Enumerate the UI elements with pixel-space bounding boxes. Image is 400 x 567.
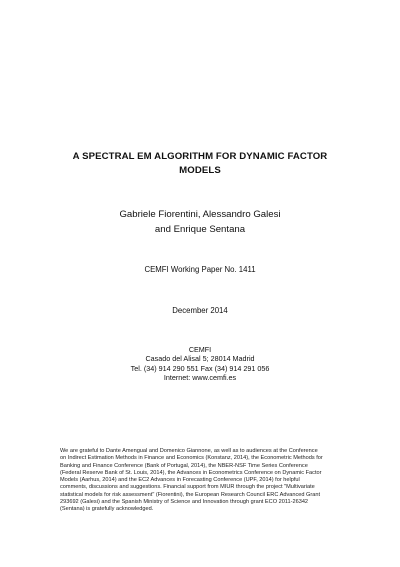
institution-internet: Internet: www.cemfi.es <box>163 373 237 383</box>
footnote-line: comments, discussions and suggestions. Financial support from MIUR through the project "Multivariate <box>60 484 315 491</box>
working-paper-number: CEMFI Working Paper No. 1411 <box>144 265 256 274</box>
institution-street: Casado del Alisal 5; 28014 Madrid <box>145 354 255 364</box>
acknowledgement-footnote <box>60 448 345 514</box>
footnote-line: 293692 (Galesi) and the Spanish Ministry of Science and Innovation through grant ECO 2011-26342 <box>60 499 309 506</box>
footnote-line: Models (Aarhus, 2014) and the EC2 Advances in Forecasting Conference (UPF, 2014) for helpful <box>60 477 300 484</box>
footnote-line: statistical models for risk assessment" (Fiorentini), the European Research Council ERC Advanced Grant <box>60 491 321 498</box>
footnote-line: We are grateful to Dante Amengual and Domenico Giannone, as well as to audiences at the Conference <box>60 448 318 454</box>
institution-phone: Tel. (34) 914 290 551 Fax (34) 914 291 056 <box>130 363 270 373</box>
paper-title-line-2: MODELS <box>179 165 221 176</box>
publication-date: December 2014 <box>172 306 228 315</box>
paper-title-line-1: A SPECTRAL EM ALGORITHM FOR DYNAMIC FACTOR <box>72 151 328 162</box>
author-line-1: Gabriele Fiorentini, Alessandro Galesi <box>119 209 281 220</box>
footnote-line: (Sentana) is gratefully acknowledged. <box>60 506 154 513</box>
institution-name: CEMFI <box>188 345 212 354</box>
footnote-line: (Federal Reserve Bank of St. Louis, 2014), the Advances in Econometrics Conference on Dynamic Factor <box>60 469 322 476</box>
author-line-2: and Enrique Sentana <box>154 224 246 235</box>
footnote-line: Banking and Finance Conference (Bank of Portugal, 2014), the NBER-NSF Time Series Conference <box>60 462 308 469</box>
institution-address <box>0 345 400 383</box>
footnote-line: on Indirect Estimation Methods in Finance and Economics (Konstanz, 2014), the Econometric Methods for <box>60 455 323 462</box>
author-list <box>0 207 400 237</box>
paper-title <box>0 150 400 178</box>
